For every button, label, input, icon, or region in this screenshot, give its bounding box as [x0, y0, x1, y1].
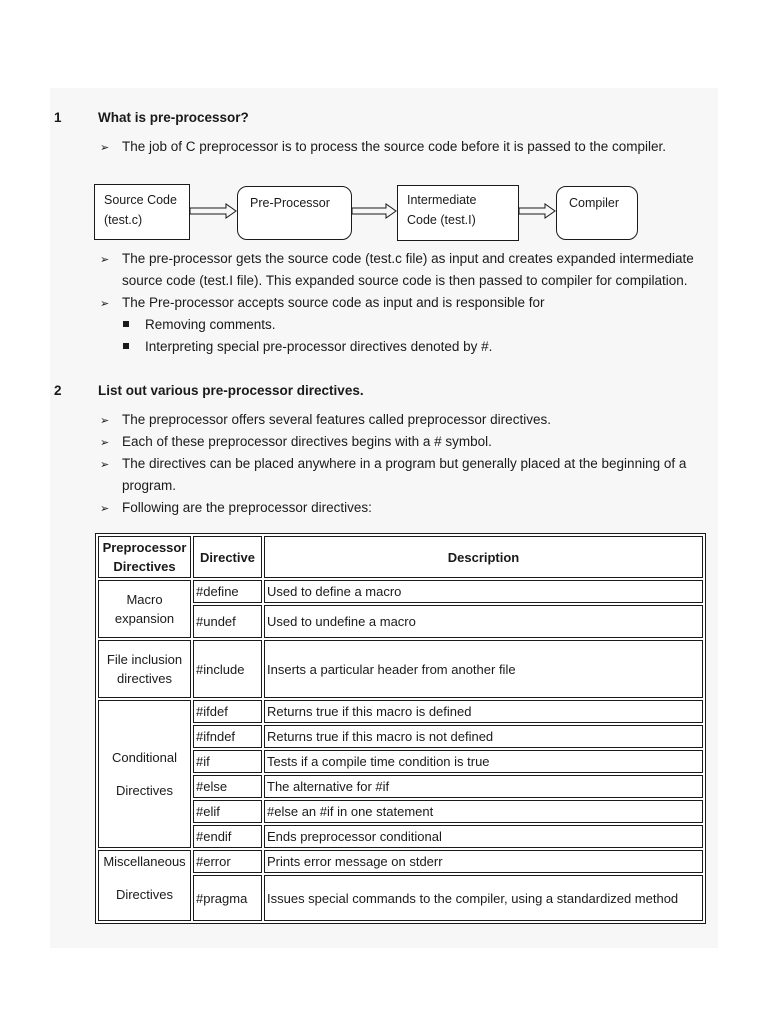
header-group	[98, 536, 191, 578]
table-row	[98, 640, 703, 698]
description-cell: Returns true if this macro is defined	[264, 700, 703, 723]
flow-arrows	[0, 0, 768, 260]
description-cell: Used to undefine a macro	[264, 605, 703, 638]
intermediate-line2: Code (test.I)	[407, 213, 476, 227]
q2-bullet-2: Each of these preprocessor directives begins with a # symbol.	[122, 434, 492, 449]
question-2-title: List out various pre-processor directives.	[98, 383, 364, 398]
group-label-line1: Conditional	[111, 750, 178, 765]
question-2-number: 2	[54, 383, 62, 398]
q1-sub-bullet-2: Interpreting special pre-processor directives denoted by #.	[145, 339, 493, 354]
description-cell: Prints error message on stderr	[264, 850, 703, 873]
q1-sub-bullet-1: Removing comments.	[145, 317, 276, 332]
intermediate-line1: Intermediate	[407, 193, 477, 207]
directive-cell: #endif	[193, 825, 262, 848]
pre-processor-label: Pre-Processor	[250, 196, 330, 210]
group-conditional	[98, 700, 191, 848]
directives-table	[95, 533, 706, 924]
directive-cell: #if	[193, 750, 262, 773]
square-bullet-icon	[123, 343, 129, 349]
arrow-bullet-icon: ➢	[100, 503, 110, 515]
directive-cell: #error	[193, 850, 262, 873]
table-row	[98, 700, 703, 723]
directive-cell: #elif	[193, 800, 262, 823]
arrow-bullet-icon: ➢	[100, 254, 110, 266]
q1-intro: The job of C preprocessor is to process the source code before it is passed to the compiler.	[122, 139, 667, 154]
directive-cell: #define	[193, 580, 262, 603]
description-cell: Tests if a compile time condition is true	[264, 750, 703, 773]
square-bullet-icon	[123, 321, 129, 327]
q2-bullet-4: Following are the preprocessor directives:	[122, 500, 372, 515]
question-1-title: What is pre-processor?	[98, 110, 249, 125]
group-label-line2: expansion	[114, 611, 175, 626]
arrow-bullet-icon: ➢	[100, 437, 110, 449]
description-cell: The alternative for #if	[264, 775, 703, 798]
header-description: Description	[264, 536, 703, 578]
compiler-label: Compiler	[569, 196, 620, 210]
arrow-bullet-icon: ➢	[100, 298, 110, 310]
source-code-line2: (test.c)	[104, 213, 143, 227]
arrow-bullet-icon: ➢	[100, 415, 110, 427]
q2-bullet-3-cont: program.	[122, 478, 177, 493]
arrow-icon	[352, 204, 396, 218]
q1-bullet-1-line2: source code (test.I file). This expanded source code is then passed to compiler for compilation.	[122, 273, 688, 288]
q2-bullet-1: The preprocessor offers several features called preprocessor directives.	[122, 412, 551, 427]
group-macro-expansion	[98, 580, 191, 638]
source-code-line1: Source Code	[104, 193, 177, 207]
group-label-line1: File inclusion	[106, 652, 183, 667]
arrow-bullet-icon: ➢	[100, 459, 110, 471]
description-cell: #else an #if in one statement	[264, 800, 703, 823]
group-miscellaneous	[98, 850, 191, 921]
arrow-icon	[519, 204, 555, 218]
group-label-line2: Directives	[115, 783, 174, 798]
directive-cell: #pragma	[193, 875, 262, 921]
directive-cell: #ifdef	[193, 700, 262, 723]
directive-cell: #include	[193, 640, 262, 698]
group-label-line1: Macro	[126, 592, 163, 607]
group-file-inclusion	[98, 640, 191, 698]
q2-bullet-3: The directives can be placed anywhere in a program but generally placed at the beginning of a	[122, 456, 687, 471]
arrow-icon	[190, 204, 236, 218]
group-label-line1: Miscellaneous	[103, 854, 186, 869]
question-1-number: 1	[54, 110, 62, 125]
q1-bullet-1-line1: The pre-processor gets the source code (test.c file) as input and creates expanded intermediate	[122, 251, 694, 266]
description-cell: Ends preprocessor conditional	[264, 825, 703, 848]
directive-cell: #else	[193, 775, 262, 798]
q1-bullet-2: The Pre-processor accepts source code as input and is responsible for	[122, 295, 545, 310]
table-header-row	[98, 536, 703, 578]
description-cell: Issues special commands to the compiler, using a standardized method	[264, 875, 703, 921]
group-label-line2: directives	[117, 671, 172, 686]
table-row	[98, 580, 703, 603]
header-group-line1: Preprocessor	[102, 540, 187, 555]
description-cell: Inserts a particular header from another file	[264, 640, 703, 698]
directive-cell: #undef	[193, 605, 262, 638]
description-cell: Used to define a macro	[264, 580, 703, 603]
arrow-bullet-icon: ➢	[100, 142, 110, 154]
group-label-line2: Directives	[115, 887, 174, 902]
directive-cell: #ifndef	[193, 725, 262, 748]
header-group-line2: Directives	[113, 559, 176, 574]
description-cell: Returns true if this macro is not defined	[264, 725, 703, 748]
table-row	[98, 850, 703, 873]
header-directive: Directive	[193, 536, 262, 578]
